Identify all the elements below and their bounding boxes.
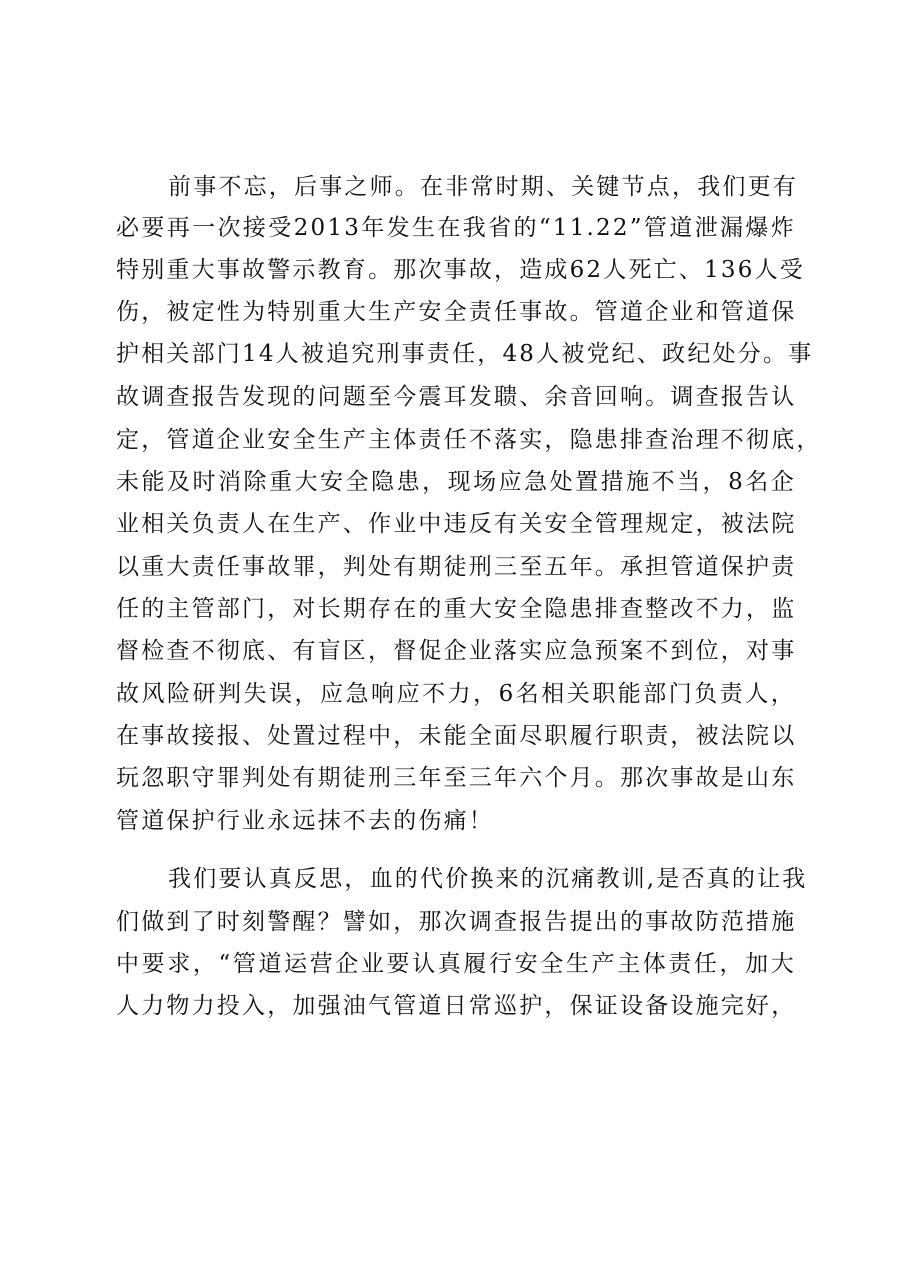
text-line: 伤，被定性为特别重大生产安全责任事故。管道企业和管道保 (116, 299, 797, 325)
text-line: 未能及时消除重大安全隐患，现场应急处置措施不当，8名企 (116, 469, 796, 495)
text-line: 督检查不彻底、有盲区，督促企业落实应急预案不到位，对事 (116, 638, 797, 664)
text-line: 前事不忘，后事之师。在非常时期、关键节点，我们更有 (168, 174, 798, 200)
text-line: 管道保护行业永远抹不去的伤痛！ (116, 808, 494, 834)
text-line: 中要求，“管道运营企业要认真履行安全生产主体责任，加大 (116, 951, 796, 977)
text-line: 业相关负责人在生产、作业中违反有关安全管理规定，被法院 (116, 511, 797, 537)
text-line: 必要再一次接受2013年发生在我省的“11.22”管道泄漏爆炸 (116, 215, 796, 241)
text-line: 故调查报告发现的问题至今震耳发聩、余音回响。调查报告认 (116, 384, 797, 410)
text-line: 在事故接报、处置过程中，未能全面尽职履行职责，被法院以 (116, 723, 797, 749)
text-line: 玩忽职守罪判处有期徒刑三年至三年六个月。那次事故是山东 (116, 765, 797, 791)
text-line: 任的主管部门，对长期存在的重大安全隐患排查整改不力，监 (116, 596, 797, 622)
text-line: 故风险研判失误，应急响应不力，6名相关职能部门负责人， (116, 681, 796, 707)
text-line: 人力物力投入，加强油气管道日常巡护，保证设备设施完好， (116, 993, 797, 1019)
text-line: 以重大责任事故罪，判处有期徒刑三至五年。承担管道保护责 (116, 554, 797, 580)
text-line: 定，管道企业安全生产主体责任不落实，隐患排查治理不彻底， (116, 427, 822, 453)
text-line: 们做到了时刻警醒？譬如，那次调查报告提出的事故防范措施 (116, 909, 797, 935)
text-line: 特别重大事故警示教育。那次事故，造成62人死亡、136人受 (116, 257, 805, 283)
text-line: 护相关部门14人被追究刑事责任，48人被党纪、政纪处分。事 (116, 341, 814, 367)
text-line: 我们要认真反思，血的代价换来的沉痛教训,是否真的让我 (168, 866, 808, 892)
